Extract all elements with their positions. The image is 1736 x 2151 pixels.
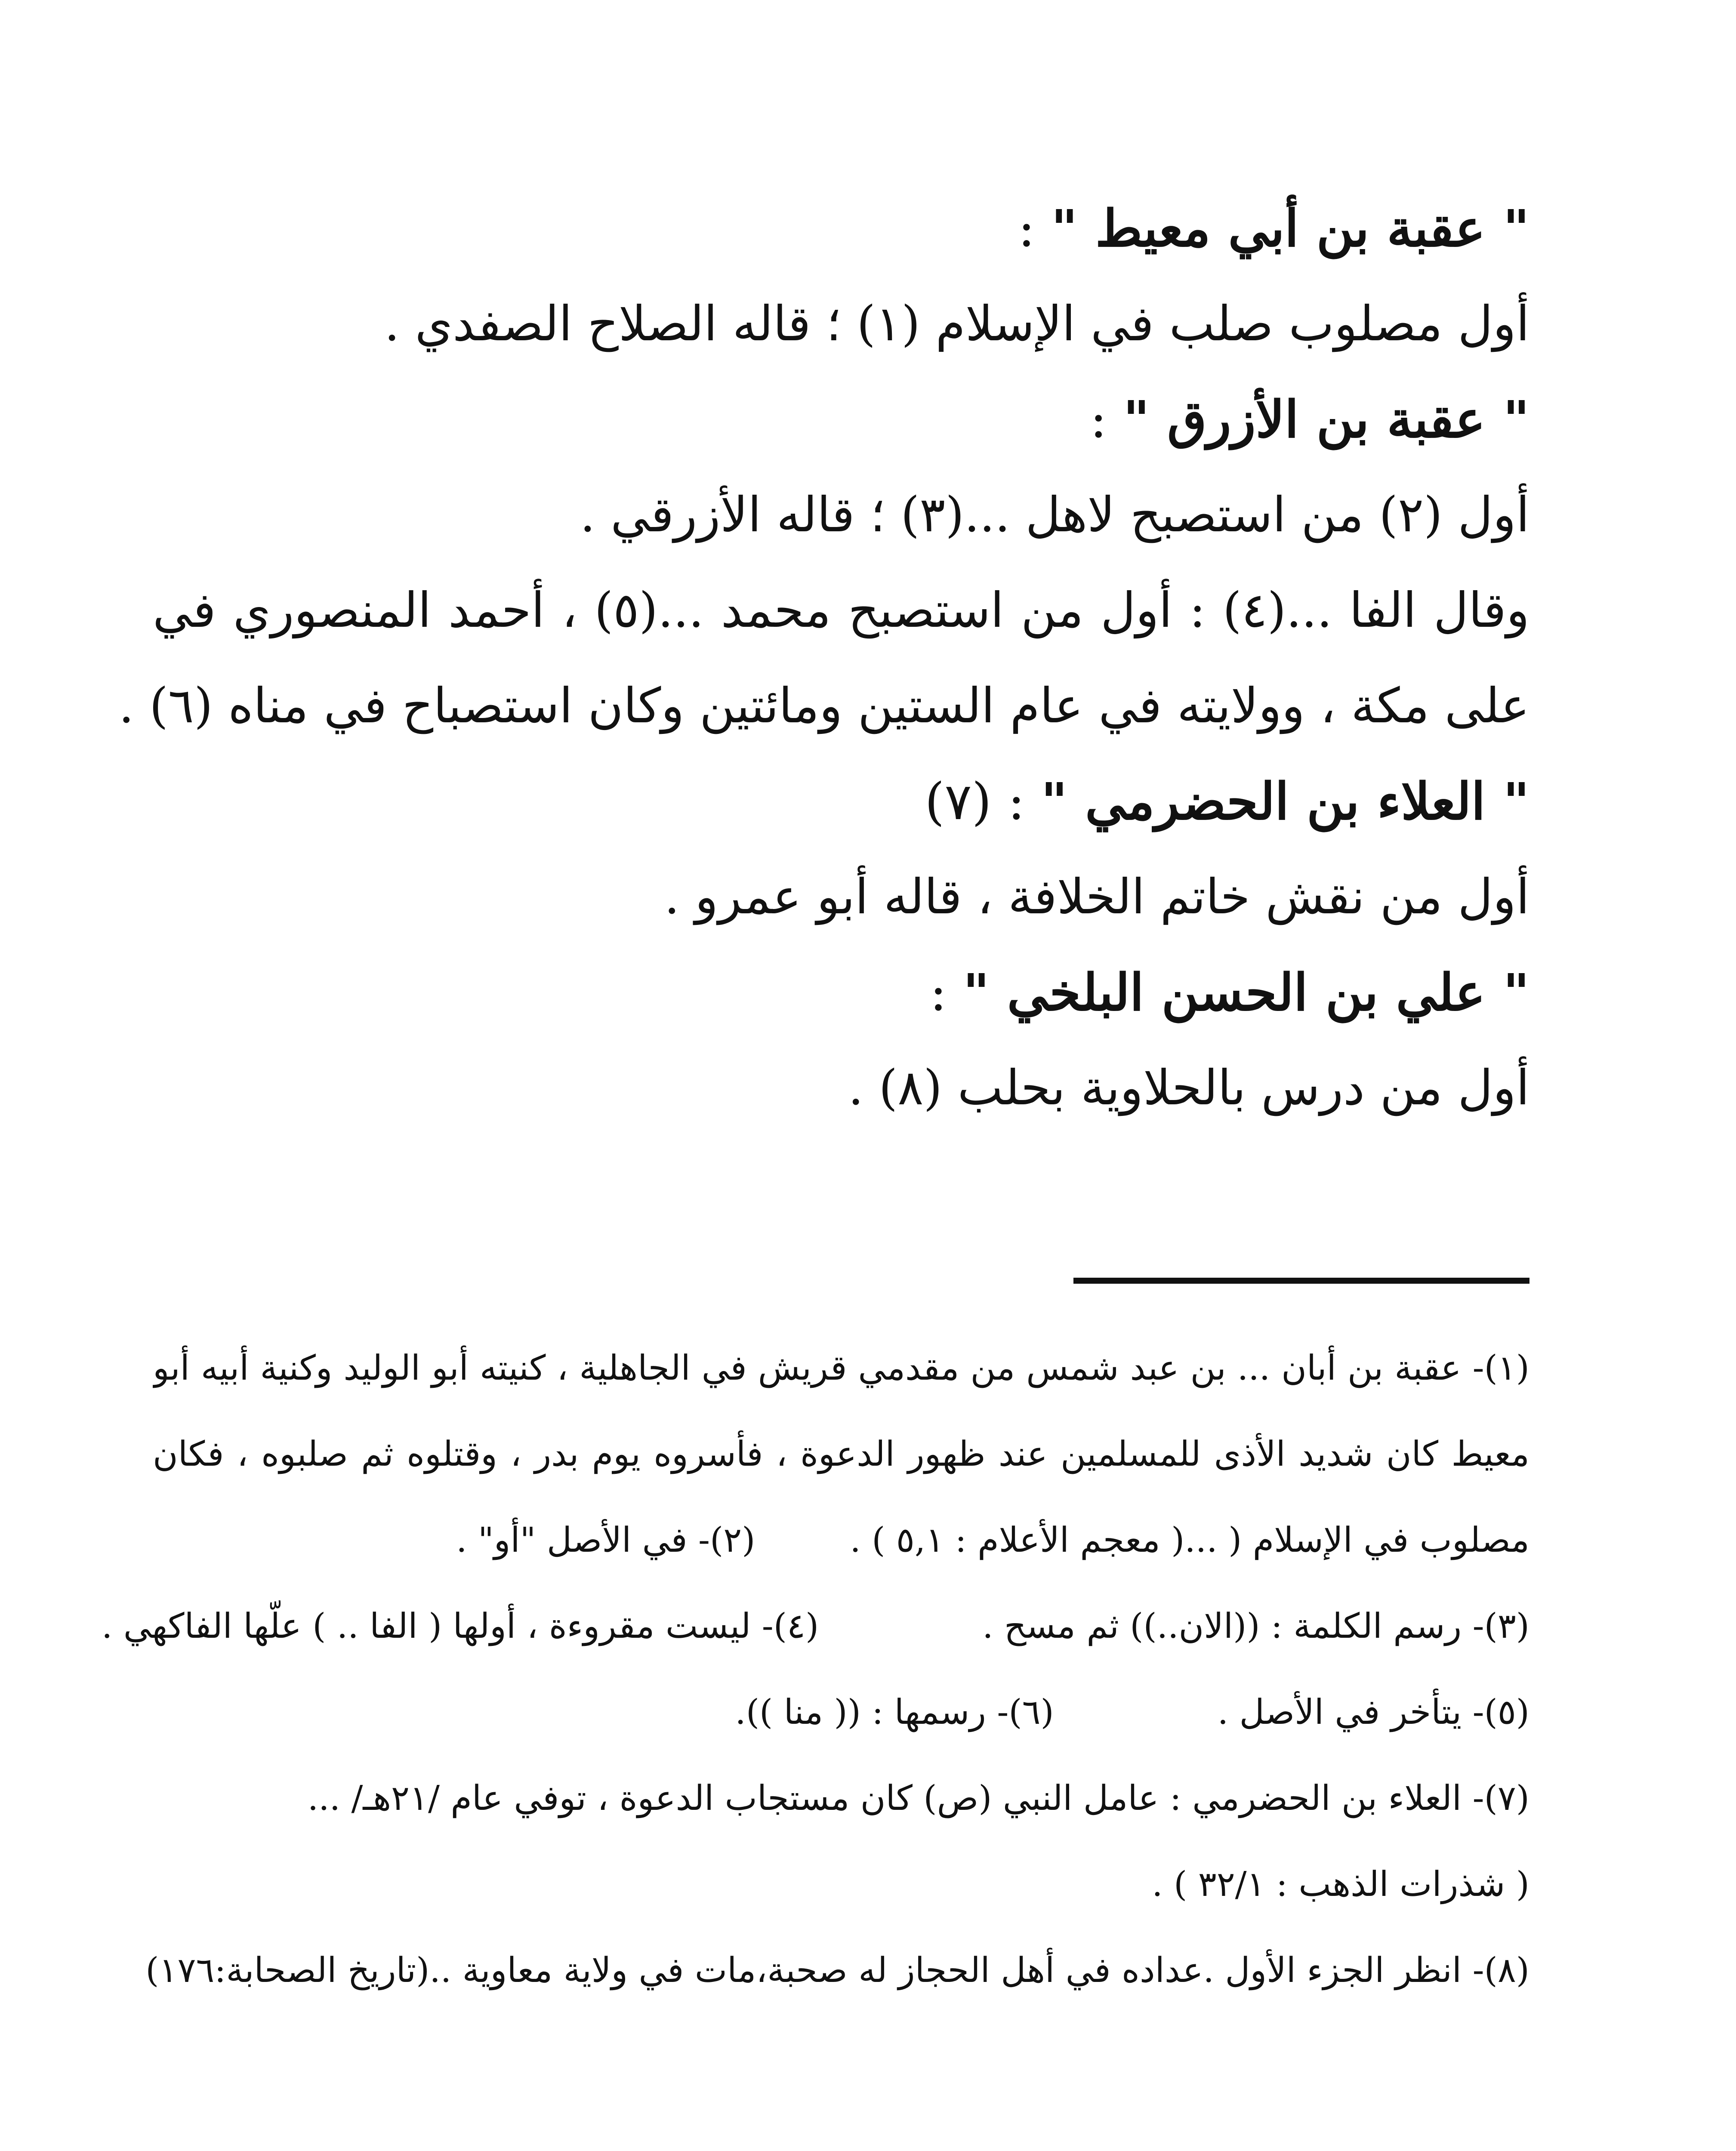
footnote-row xyxy=(101,1583,1529,1669)
footnote-8: (٨)- انظر الجزء الأول .عداده في أهل الحجاز له صحبة،مات في ولاية معاوية ..(تاريخ الصحابة:١٧٦) xyxy=(145,1950,1529,1990)
heading-colon: : (٧) xyxy=(925,772,1041,831)
footnote-row xyxy=(153,1497,1529,1583)
footnotes-block xyxy=(101,1325,1529,2013)
text-line: أول مصلوب صلب في الإسلام (١) ؛ قاله الصلاح الصفدي . xyxy=(384,296,1529,352)
footnote-separator xyxy=(1073,1278,1529,1284)
text-line: وقال الفا ...(٤) : أول من استصبح محمد ...(٥) ، أحمد المنصوري في xyxy=(153,582,1529,638)
text-line: على مكة ، وولايته في عام الستين ومائتين وكان استصباح في مناه (٦) . xyxy=(118,678,1529,734)
footnote-7-line-2: ( شذرات الذهب : ٣٢/١ ) . xyxy=(1152,1864,1529,1904)
heading-colon: : xyxy=(1018,199,1051,258)
footnote-2: (٢)- في الأصل "أو" . xyxy=(456,1520,755,1560)
heading-name: " علي بن الحسن البلخي " xyxy=(963,962,1529,1022)
heading-colon: : xyxy=(929,963,963,1022)
heading-name: " عقبة بن أبي معيط " xyxy=(1051,198,1529,258)
entry-heading-uqba-ibn-al-azraq xyxy=(153,372,1529,467)
text-line: أول من درس بالحلاوية بحلب (٨) . xyxy=(848,1060,1529,1116)
heading-colon: : xyxy=(1090,390,1123,449)
footnote-row xyxy=(153,1669,1529,1755)
footnote-4: (٤)- ليست مقروءة ، أولها ( الفا .. ) علّها الفاكهي . xyxy=(101,1606,819,1646)
footnote-5: (٥)- يتأخر في الأصل . xyxy=(1217,1692,1529,1732)
footnote-1-line-3: مصلوب في الإسلام ( ...( معجم الأعلام : ٥,١ ) . xyxy=(850,1520,1529,1560)
text-line: أول (٢) من استصبح لاهل ...(٣) ؛ قاله الأزرقي . xyxy=(580,487,1529,543)
heading-name: " العلاء بن الحضرمي " xyxy=(1041,771,1529,831)
text-line: أول من نقش خاتم الخلافة ، قاله أبو عمرو . xyxy=(664,869,1529,925)
main-text-block xyxy=(118,181,1529,1136)
footnote-1-line-1: (١)- عقبة بن أبان ... بن عبد شمس من مقدمي قريش في الجاهلية ، كنيته أبو الوليد وكنية أبيه أبو xyxy=(153,1348,1529,1388)
entry-heading-ali-ibn-al-hasan-al-balkhi xyxy=(153,945,1529,1040)
footnote-6: (٦)- رسمها : (( منا )). xyxy=(735,1692,1054,1732)
entry-heading-al-ala-ibn-al-hadrami xyxy=(153,754,1529,849)
footnote-1-line-2: معيط كان شديد الأذى للمسلمين عند ظهور الدعوة ، فأسروه يوم بدر ، وقتلوه ثم صلبوه ، فكان xyxy=(153,1434,1529,1474)
entry-heading-uqba-ibn-abi-muayt xyxy=(153,181,1529,276)
footnote-3: (٣)- رسم الكلمة : ((الان..)) ثم مسح . xyxy=(982,1606,1529,1646)
heading-name: " عقبة بن الأزرق " xyxy=(1123,389,1529,449)
footnote-7-line-1: (٧)- العلاء بن الحضرمي : عامل النبي (ص) كان مستجاب الدعوة ، توفي عام /٢١هـ/ ... xyxy=(307,1778,1529,1818)
